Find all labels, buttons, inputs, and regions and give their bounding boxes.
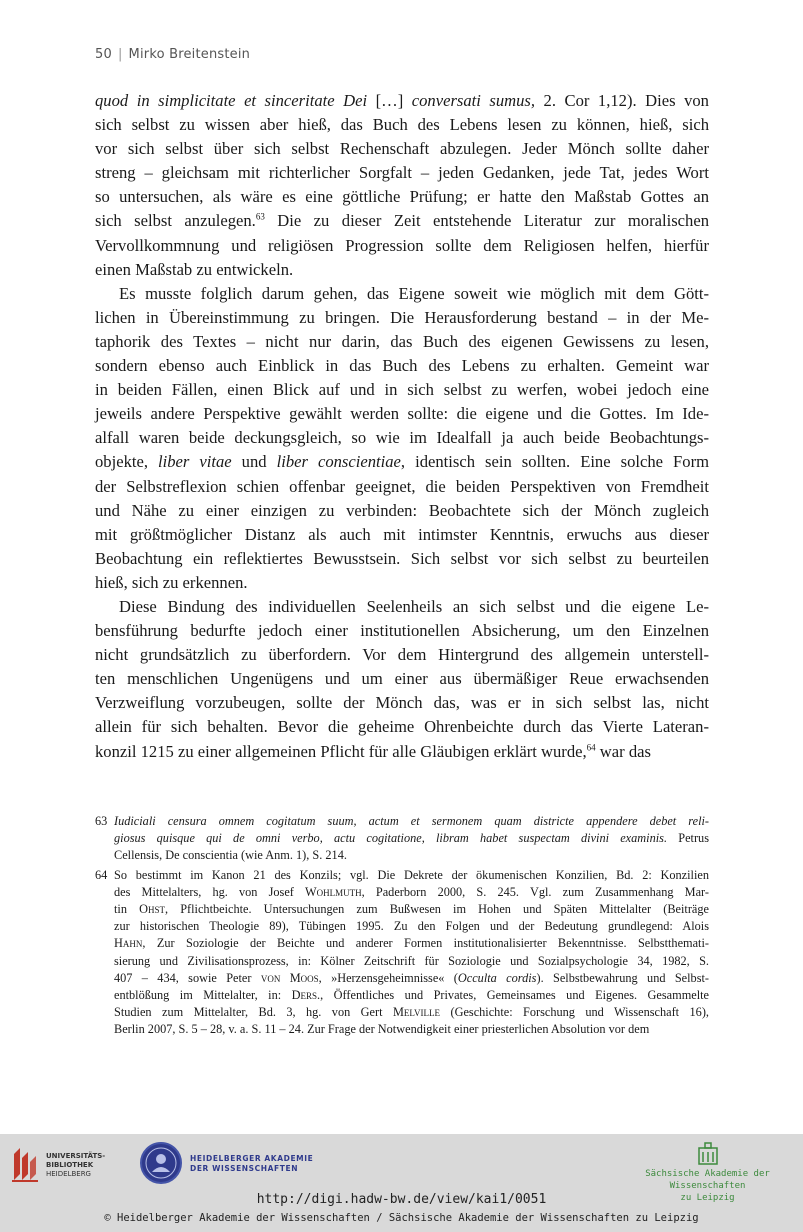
text-run: nicht grundsätzlich zu überfordern. Vor dem Hintergrund des allgemein unterstell- <box>95 645 709 665</box>
main-text <box>95 89 709 764</box>
text-line <box>95 330 709 354</box>
text-run: , »Herzensgeheimnisse« ( <box>318 970 458 985</box>
text-run: sich selbst zu wissen aber hieß, das Buch des Lebens lesen zu können, hieß, sich <box>95 115 709 135</box>
italic-text: liber vitae <box>158 452 232 472</box>
text-run: so untersuchen, als wäre es eine göttliche Prüfung; er hatte den Maßstab Gottes an <box>95 187 709 207</box>
text-line <box>95 113 709 137</box>
text-run: (Geschichte: Forschung und Wissenschaft 16), <box>440 1005 709 1020</box>
ub-logo-icon <box>10 1144 42 1184</box>
text-run: Verzweiflung vorzubeugen, sollte der Mönch das, was er in sich selbst las, nicht <box>95 693 709 713</box>
text-run: vor sich selbst über sich selbst Rechenschaft abzulegen. Jeder Mönch sollte daher <box>95 139 709 159</box>
text-run: Beobachtung ein reflektiertes Bewusstsein. Sich selbst vor sich selbst zu beurteilen <box>95 548 709 568</box>
footnote-number: 63 <box>95 814 108 828</box>
text-run: […] <box>367 91 412 110</box>
text-line <box>114 987 709 1004</box>
text-line <box>114 1021 709 1038</box>
small-caps-name: Wohlmuth <box>305 884 362 899</box>
text-line <box>95 475 709 499</box>
text-line <box>95 258 709 282</box>
saw-logo-line1: Sächsische Akademie der Wissenschaften <box>645 1169 770 1191</box>
italic-text: quod in simplicitate et sinceritate Dei <box>95 91 368 110</box>
text-line <box>114 847 709 864</box>
text-line <box>114 867 709 884</box>
text-run: Diese Bindung des individuellen Seelenheils an sich selbst und die eigene Le- <box>119 596 709 616</box>
saw-logo-line2: zu Leipzig <box>680 1193 735 1203</box>
text-run: ten menschlichen Ungenügens und um einer aus übermäßiger Reue erwachsenden <box>95 669 709 689</box>
text-line <box>95 691 709 715</box>
text-line <box>95 185 709 209</box>
text-line <box>95 499 709 523</box>
text-line <box>95 282 709 306</box>
text-line <box>95 715 709 739</box>
text-run: alfall waren beide deckungsgleich, so wie im Idealfall ja auch beide Beobachtungs- <box>95 428 709 448</box>
hadw-logo-line2: DER WISSENSCHAFTEN <box>190 1164 299 1173</box>
text-line <box>114 1004 709 1021</box>
text-run: Es musste folglich darum gehen, das Eigene soweit wie möglich mit dem Gött- <box>119 283 709 303</box>
text-line <box>95 89 709 113</box>
text-run: konzil 1215 zu einer allgemeinen Pflicht für alle Gläubigen erklärt wurde, <box>95 741 587 761</box>
ub-heidelberg-logo[interactable] <box>10 1144 120 1188</box>
text-line <box>95 571 709 595</box>
text-line <box>95 137 709 161</box>
paragraph-1 <box>95 89 709 282</box>
text-run: objekte, <box>95 452 159 472</box>
text-run: zur historischen Theologie 89), Tübingen 1995. Zu den Folgen und der Bedeutung grundlegend: Alois <box>114 919 709 934</box>
italic-text: Iudiciali censura omnem cogitatum suum, actum et sermonem quam districte appendere debet reli- <box>114 814 709 828</box>
small-caps-name: Hahn <box>114 936 143 951</box>
text-line <box>95 595 709 619</box>
text-line <box>114 935 709 952</box>
text-run: einen Maßstab zu entwickeln. <box>95 259 294 279</box>
source-url-link[interactable]: http://digi.hadw-bw.de/view/kai1/0051 <box>256 1192 547 1207</box>
text-line <box>95 354 709 378</box>
ub-logo-line1: UNIVERSITÄTS- <box>46 1152 106 1160</box>
text-line <box>114 884 709 901</box>
text-run: bensführung bedurfte jedoch einer institutionellen Absicherung, um den Einzelnen <box>95 621 709 641</box>
italic-text: Occulta cordis <box>457 970 537 985</box>
text-line <box>95 426 709 450</box>
hadw-logo[interactable] <box>140 1142 340 1192</box>
text-run: , Pflichtbeichte. Untersuchungen zum Bußwesen im Hohen und Späten Mittelalter (Beiträge <box>165 902 709 917</box>
text-run: entblößung im Mittelalter, in: <box>114 988 292 1003</box>
ub-logo-line2: BIBLIOTHEK <box>46 1161 94 1169</box>
ub-logo-text <box>46 1152 105 1179</box>
ub-logo-line3: HEIDELBERG <box>46 1170 91 1178</box>
footnote-ref: 64 <box>586 742 596 752</box>
text-line <box>95 667 709 691</box>
text-run: und <box>231 452 277 472</box>
text-line <box>95 740 709 764</box>
text-run: , Öffentliches und Privates, Gemeinsames und Eigenes. Gesammelte <box>320 988 710 1003</box>
running-head <box>95 47 250 62</box>
text-line <box>95 619 709 643</box>
text-line <box>114 901 709 918</box>
text-run: hieß, sich zu erkennen. <box>95 572 248 592</box>
text-run: Vervollkommnung und religiösen Progression sollte dem Religiosen helfen, hierfür <box>95 235 709 255</box>
text-line <box>114 970 709 987</box>
footnote-63 <box>95 813 709 865</box>
saw-building-icon <box>697 1142 719 1166</box>
text-run: Petrus <box>667 831 709 846</box>
small-caps-name: Melville <box>392 1005 441 1020</box>
text-run: und Nähe zu einer einzigen zu verbinden: Beobachtete sich der Mönch zugleich <box>95 500 709 520</box>
text-run: , Zur Soziologie der Beichte und anderer Formen institutionalisierter Bekenntnisse. Selbstthemati- <box>142 936 709 951</box>
text-line <box>114 953 709 970</box>
small-caps-name: Ohst <box>139 902 165 917</box>
text-line <box>114 813 709 830</box>
text-run: jeweils andere Perspektive gewählt werden sollte: die eigene und die Gottes. Im Ide- <box>95 404 709 424</box>
text-line <box>95 402 709 426</box>
text-run: streng – gleichsam mit richterlicher Sorgfalt – jeden Gedanken, jede Tat, jedes Wort <box>95 163 709 183</box>
hadw-logo-text <box>190 1154 313 1174</box>
paragraph-2 <box>95 282 709 595</box>
text-run: der Selbstreflexion schien offenbar geeignet, die beiden Perspektiven von Fremdheit <box>95 476 709 496</box>
running-head-author: Mirko Breitenstein <box>128 47 251 62</box>
text-line <box>95 161 709 185</box>
text-run: mit größtmöglicher Distanz als auch mit intimster Kenntnis, erwuchs aus dieser <box>95 524 709 544</box>
text-run: des Mittelalters, hg. von Josef <box>114 884 306 899</box>
text-run: sierung und Zivilisationsprozess, in: Kölner Zeitschrift für Soziologie und Sozialpsychologie 34, 1982, S. <box>114 953 709 968</box>
text-line <box>95 547 709 571</box>
text-line <box>95 234 709 258</box>
text-run: Studien zum Mittelalter, Bd. 3, hg. von Gert <box>114 1005 393 1020</box>
footnote-ref: 63 <box>255 211 265 222</box>
small-caps-name: Ders. <box>291 988 321 1003</box>
footnotes <box>95 813 709 1041</box>
footnote-64 <box>95 867 709 1039</box>
footnote-text <box>114 813 709 865</box>
text-run: tin <box>114 902 140 917</box>
text-run: Berlin 2007, S. 5 – 28, v. a. S. 11 – 24. Zur Frage der Notwendigkeit einer priesterlichen Absolution vor dem <box>114 1022 650 1037</box>
text-run: allein für sich behalten. Bevor die geheime Ohrenbeichte durch das Vierte Lateran- <box>95 717 709 737</box>
text-run: , identisch sein sollten. Eine solche Form <box>400 452 709 472</box>
text-line <box>95 643 709 667</box>
text-run: sondern ebenso auch Einblick in das Buch des Lebens zu erhalten. Gemeint war <box>95 356 709 376</box>
copyright-notice: © Heidelberger Akademie der Wissenschaften / Sächsische Akademie der Wissenschaften zu Leipzig <box>104 1212 699 1224</box>
text-line <box>95 523 709 547</box>
text-line <box>95 306 709 330</box>
text-run: Cellensis, De conscientia (wie Anm. 1), S. 214. <box>114 848 347 863</box>
hadw-seal-icon <box>140 1142 182 1184</box>
text-run: , Paderborn 2000, S. 245. Vgl. zum Zusammenhang Mar- <box>361 884 709 899</box>
text-run: 407 – 434, sowie Peter <box>114 970 261 985</box>
footnote-text <box>114 867 709 1039</box>
hadw-logo-line1: HEIDELBERGER AKADEMIE <box>190 1154 314 1163</box>
small-caps-name: von Moos <box>260 970 319 985</box>
text-run: war das <box>595 741 651 761</box>
italic-text: liber conscientiae <box>276 452 401 472</box>
text-run: Die zu dieser Zeit entstehende Literatur zur moralischen <box>264 211 709 231</box>
italic-text: conversati sumus, <box>411 91 536 110</box>
text-run: sich selbst anzulegen. <box>95 211 256 231</box>
text-run: ). Selbstbewahrung und Selbst- <box>536 970 709 985</box>
text-run: taphorik des Textes – nicht nur darin, das Buch des eigenen Gewissens zu lesen, <box>95 331 709 351</box>
text-run: 2. Cor 1,12). Dies von <box>535 91 709 110</box>
text-line <box>114 830 709 847</box>
text-line <box>95 450 709 474</box>
text-run: lichen in Übereinstimmung zu bringen. Die Herausforderung bestand – in der Me- <box>95 307 709 327</box>
text-line <box>95 378 709 402</box>
text-line <box>114 918 709 935</box>
text-run: in beiden Fällen, einen Blick auf und in sich selbst zu werfen, wobei jedoch eine <box>95 380 709 400</box>
footnote-number: 64 <box>95 867 108 882</box>
italic-text: giosus quisque qui de omni verbo, actu cogitatione, libram habet suspectam divini examinis. <box>114 831 668 846</box>
page-number: 50 <box>95 47 112 62</box>
paragraph-3 <box>95 595 709 764</box>
text-line <box>95 209 709 233</box>
text-run: So bestimmt im Kanon 21 des Konzils; vgl. Die Dekrete der ökumenischen Konzilien, Bd. 2: Konzilien <box>114 867 709 882</box>
header-separator: | <box>117 47 123 62</box>
